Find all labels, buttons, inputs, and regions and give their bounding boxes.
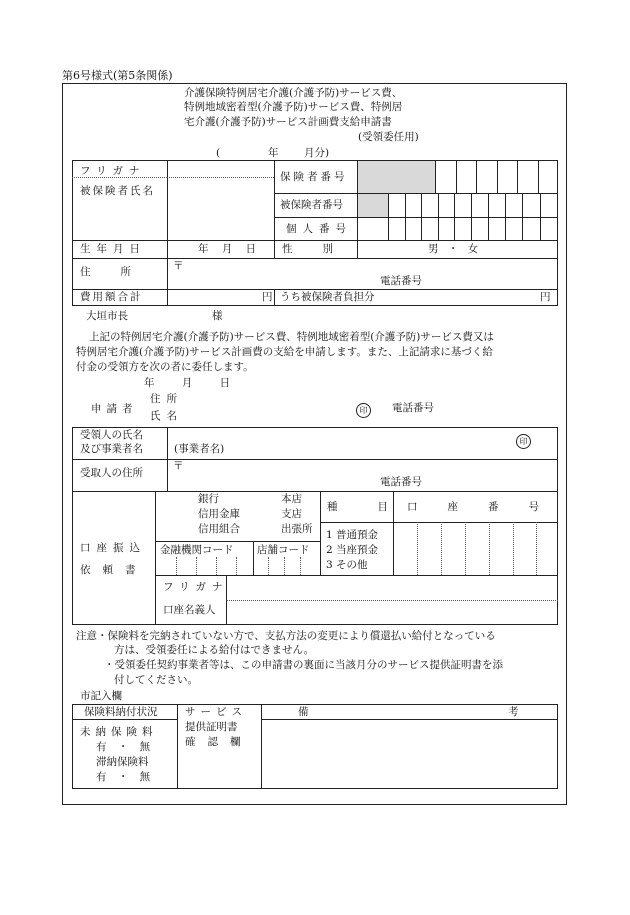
branch-type-shutcho: 出張所: [281, 523, 313, 535]
recipient-postal: 〒: [173, 460, 184, 472]
note-2b: 付してください。: [114, 674, 198, 686]
address-phone-label: 電話番号: [380, 275, 422, 287]
insurer-no-label: 保険者番号: [280, 171, 348, 183]
account-type-1[interactable]: 1 普通預金: [326, 529, 379, 541]
birth-ymd: 年 月 日: [198, 243, 262, 255]
period-open: (: [216, 147, 221, 159]
self-burden-label: うち被保険者負担分: [280, 291, 375, 303]
account-type-3[interactable]: 3 その他: [326, 559, 368, 571]
form-id: 第6号様式(第5条関係): [62, 69, 173, 82]
recipient-addr-label: 受取人の住所: [80, 467, 143, 479]
application-date: 年 月 日: [144, 377, 243, 389]
arrears-yn[interactable]: 有 ・ 無: [96, 771, 155, 783]
account-no-header: 口座番号: [407, 501, 569, 513]
service-label-3: 確認欄: [185, 736, 253, 748]
insured-no-label: 被保険者番号: [280, 199, 343, 211]
bank-type-bank: 銀行: [198, 493, 219, 505]
holder-furigana-label: フリガナ: [163, 581, 229, 593]
applicant-name-label: 氏名: [150, 410, 183, 422]
applicant-addr-label: 住所: [150, 393, 183, 405]
bank-type-shinkin: 信用金庫: [198, 508, 240, 520]
applicant-phone-label: 電話番号: [392, 402, 434, 414]
insured-name-field[interactable]: [168, 179, 273, 239]
note-1b: 方は、受領委任による給付はできません。: [114, 644, 315, 656]
bank-section-label-1: 口座振込: [80, 542, 146, 554]
service-label: サービス: [185, 706, 247, 718]
cost-total-label: 費用額合計: [80, 291, 143, 303]
insured-name-label: 被保険者氏名: [80, 185, 155, 197]
address-label: 住所: [80, 266, 161, 278]
remarks-label: 備: [298, 706, 309, 718]
cost-yen: 円: [262, 291, 273, 303]
branch-type-honten: 本店: [281, 493, 302, 505]
branch-type-shiten: 支店: [281, 508, 302, 520]
arrears-label: 滞納保険料: [96, 756, 149, 768]
remarks-label-2: 考: [508, 706, 519, 718]
note-2a: ・受領委任契約事業者等は、この申請書の裏面に当該月分のサービス提供証明書を添: [104, 659, 503, 671]
period-year: 年: [268, 147, 279, 159]
city-heading: 市記入欄: [80, 690, 122, 702]
furigana-label: フリガナ: [80, 165, 146, 177]
recipient-name-label-1: 受領人の氏名: [80, 429, 143, 441]
title-line-1: 介護保険特例居宅介護(介護予防)サービス費、: [184, 87, 403, 99]
recipient-seal-icon: 印: [516, 434, 531, 449]
title-line-4: (受領委任用): [358, 131, 419, 143]
unpaid-yn[interactable]: 有 ・ 無: [96, 741, 155, 753]
title-line-3: 宅介護(介護予防)サービス計画費支給申請書: [184, 116, 392, 128]
mayor: 大垣市長: [86, 310, 128, 322]
account-type-header: 種目: [327, 501, 428, 513]
body-line-2: 特例居宅介護(介護予防)サービス計画費の支給を申請します。また、上記請求に基づく給: [76, 346, 493, 358]
recipient-name-label-2: 及び事業者名: [80, 443, 143, 455]
title-line-2: 特例地域密着型(介護予防)サービス費、特例居: [184, 101, 403, 113]
period-month: 月分): [304, 147, 330, 159]
personal-no-label: 個人番号: [286, 223, 352, 235]
applicant-label: 申請者: [91, 403, 138, 415]
business-name: (事業者名): [174, 443, 225, 455]
address-postal: 〒: [173, 260, 184, 272]
account-type-2[interactable]: 2 当座預金: [326, 544, 379, 556]
bank-section-label-2: 依頼書: [80, 564, 148, 576]
body-line-3: 付金の受領方を次の者に委任します。: [76, 361, 254, 373]
burden-yen: 円: [540, 291, 551, 303]
premium-status-label: 保険料納付状況: [84, 706, 158, 718]
institution-code-label: 金融機関コード: [160, 544, 234, 556]
applicant-seal-icon: 印: [356, 403, 371, 418]
service-label-2: 提供証明書: [185, 721, 238, 733]
gender-label: 性別: [282, 243, 363, 255]
mayor-sama: 様: [212, 310, 223, 322]
bank-type-kumiai: 信用組合: [198, 523, 240, 535]
recipient-phone-label: 電話番号: [380, 476, 422, 488]
holder-label: 口座名義人: [163, 604, 216, 616]
body-line-1: 上記の特例居宅介護(介護予防)サービス費、特例地域密着型(介護予防)サービス費又は: [89, 331, 494, 343]
note-1a: 注意・保険料を完納されていない方で、支払方法の変更により償還払い給付となっている: [76, 630, 496, 642]
recipient-bank-table: [72, 427, 558, 625]
birth-label: 生年月日: [80, 243, 146, 255]
branch-code-label: 店舗コード: [257, 544, 310, 556]
gender-options[interactable]: 男 ・ 女: [428, 243, 482, 255]
unpaid-label: 未納保険料: [80, 726, 158, 738]
